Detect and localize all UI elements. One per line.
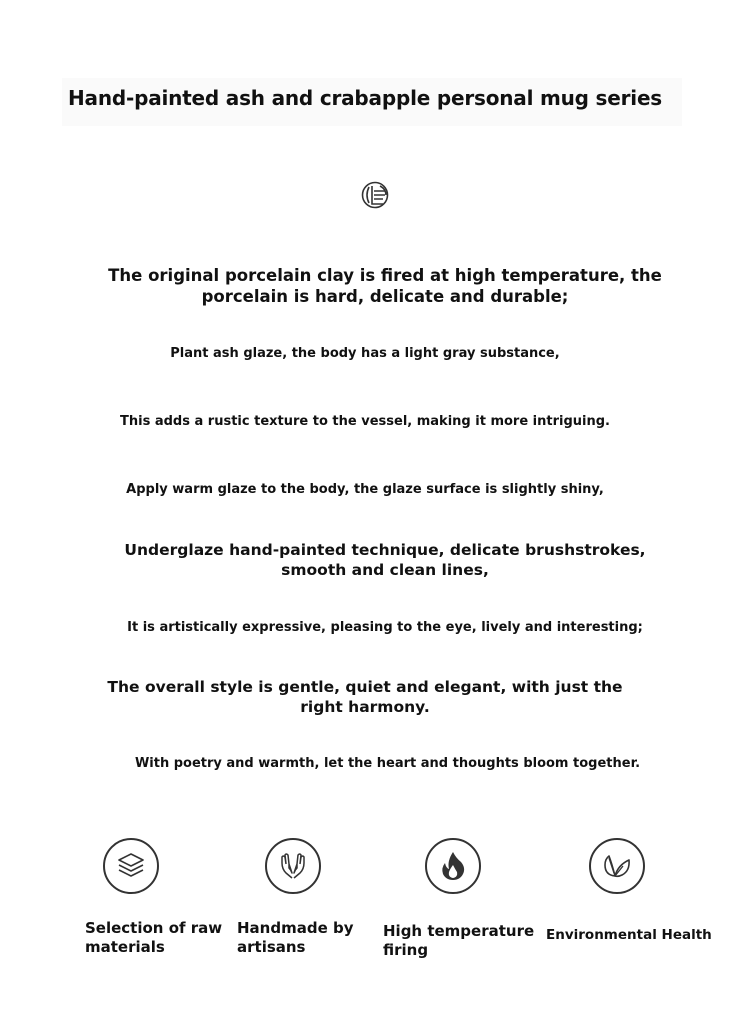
feature-label: Handmade by artisans [237,919,354,956]
description-line-7: The overall style is gentle, quiet and elegant, with just the right harmony. [107,678,623,716]
feature-raw-materials [85,838,273,956]
description-line-2: Plant ash glaze, the body has a light gray substance, [170,346,560,361]
feature-icon-circle [589,838,645,894]
description-line-1: The original porcelain clay is fired at high temperature, the porcelain is hard, delicate and durable; [108,266,662,306]
description-line-5: Underglaze hand-painted technique, delicate brushstrokes, smooth and clean lines, [124,541,646,579]
brand-logo-icon [360,180,390,210]
leaves-icon [600,849,634,883]
description-line-3: This adds a rustic texture to the vessel, making it more intriguing. [120,414,610,429]
feature-icon-circle [265,838,321,894]
description-line-8: With poetry and warmth, let the heart and thoughts bloom together. [134,756,641,771]
feature-firing [383,838,595,959]
feature-label: High temperature firing [383,922,535,959]
feature-environment [546,838,750,943]
feature-handmade [237,838,435,956]
feature-icon-circle [103,838,159,894]
flame-icon [436,849,470,883]
feature-label: Selection of raw materials [85,919,223,956]
feature-label: Environmental Health [546,927,712,943]
page-title: Hand-painted ash and crabapple personal mug series [68,86,663,110]
hands-icon [276,849,310,883]
description-line-4: Apply warm glaze to the body, the glaze surface is slightly shiny, [126,482,604,497]
feature-icon-circle [425,838,481,894]
layers-icon [114,849,148,883]
description-line-6: It is artistically expressive, pleasing to the eye, lively and interesting; [127,620,643,635]
